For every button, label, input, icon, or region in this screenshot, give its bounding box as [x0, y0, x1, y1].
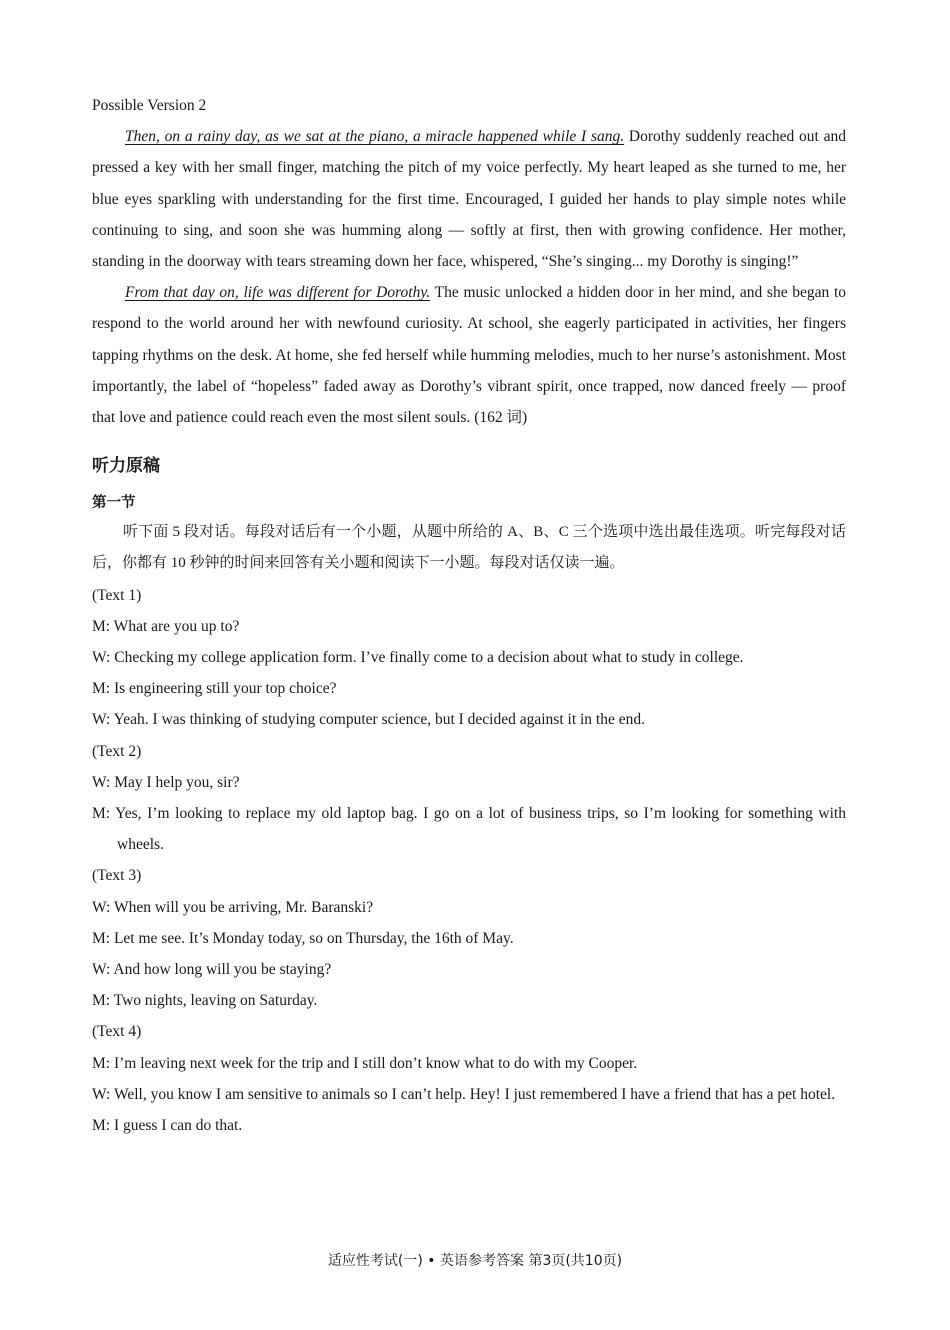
dialogue-line: W: Yeah. I was thinking of studying computer science, but I decided against it in the end. [92, 711, 645, 729]
text-1-label: (Text 1) [92, 586, 142, 604]
version-label: Possible Version 2 [92, 97, 207, 114]
page-footer: 适应性考试(一) • 英语参考答案 第3页(共10页) [327, 1253, 623, 1269]
dialogue-line: M: Let me see. It’s Monday today, so on Thursday, the 16th of May. [92, 929, 514, 947]
essay-paragraph-2 [92, 277, 846, 433]
subsection-title: 第一节 [92, 495, 136, 512]
topic-sentence-2: From that day on, life was different for Dorothy. [125, 284, 431, 302]
dialogue-line: W: May I help you, sir? [92, 773, 240, 791]
text-3-label: (Text 3) [92, 867, 142, 885]
dialogue-line: M: I guess I can do that. [92, 1117, 243, 1135]
dialogue-line: M: Is engineering still your top choice? [92, 680, 337, 698]
dialogue-line: M: What are you up to? [92, 617, 240, 635]
section-title: 听力原稿 [92, 456, 160, 477]
essay-paragraph-1 [92, 121, 846, 277]
paragraph-1-body: Dorothy suddenly reached out and pressed a key with her small finger, matching the pitch of my voice perfectly. My heart leaped as she turned to me, her blue eyes sparkling with understanding for the first time. Encouraged, I guided her hands to play simple notes while continuing to sing, and soon she was humming along — softly at first, then with growing confidence. Her mother, standing in the doorway with tears streaming down her face, whispered, “She’s singing... my Dorothy is singing!” [92, 128, 847, 271]
text-2-label: (Text 2) [92, 742, 142, 760]
instructions: 听下面 5 段对话。每段对话后有一个小题，从题中所给的 A、B、C 三个选项中选出最佳选项。听完每段对话后，你都有 10 秒钟的时间来回答有关小题和阅读下一小题。每段对话仅读一遍。 [92, 524, 846, 572]
dialogue-line: M: Yes, I’m looking to replace my old laptop bag. I go on a lot of business trips, so I’m looking for something with wheels. [92, 805, 846, 854]
paragraph-2-body: The music unlocked a hidden door in her mind, and she began to respond to the world around her with newfound curiosity. At school, she eagerly participated in activities, her fingers tapping rhythms on the desk. At home, she fed herself while humming melodies, much to her nurse’s astonishment. Most importantly, the label of “hopeless” faded away as Dorothy’s vibrant spirit, once trapped, now danced freely — proof that love and patience could reach even the most silent souls. (162 词) [92, 284, 847, 427]
dialogue-line: M: I’m leaving next week for the trip and I still don’t know what to do with my Cooper. [92, 1054, 638, 1072]
dialogue-line: W: Checking my college application form. I’ve finally come to a decision about what to study in college. [92, 649, 744, 667]
dialogue-line: W: Well, you know I am sensitive to animals so I can’t help. Hey! I just remembered I have a friend that has a pet hotel. [92, 1085, 836, 1103]
text-4-label: (Text 4) [92, 1023, 142, 1041]
dialogue-line: W: And how long will you be staying? [92, 961, 332, 979]
topic-sentence-1: Then, on a rainy day, as we sat at the piano, a miracle happened while I sang. [125, 128, 625, 146]
dialogue-line: W: When will you be arriving, Mr. Baranski? [92, 898, 374, 916]
answer-page [92, 90, 846, 1141]
dialogue-line: M: Two nights, leaving on Saturday. [92, 992, 318, 1010]
